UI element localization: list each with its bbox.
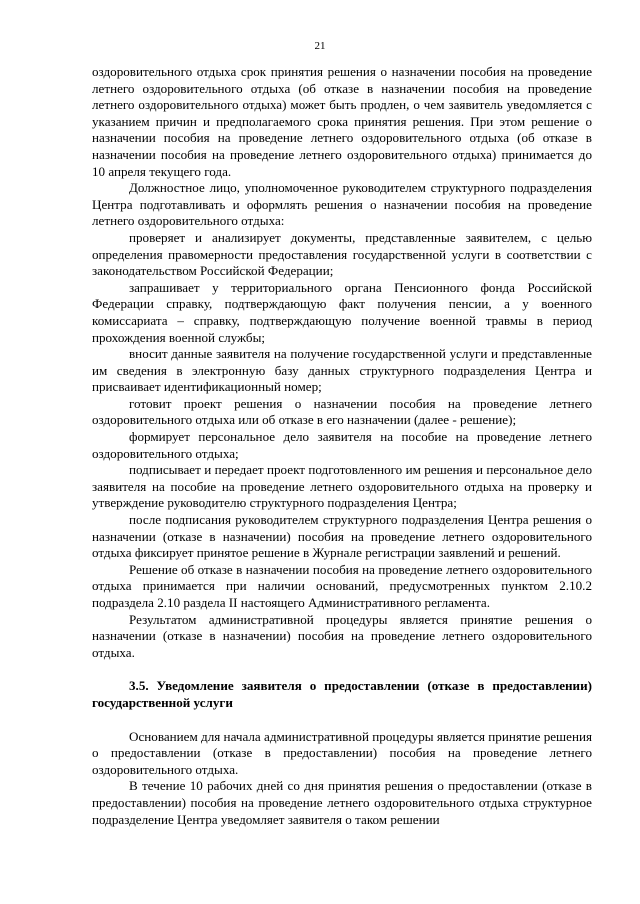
paragraph: Решение об отказе в назначении пособия на проведение летнего оздоровительного отдыха принимается при наличии оснований, предусмотренных пунктом 2.10.2 подраздела 2.10 раздела II настоящего Административного регламента.: [92, 561, 592, 610]
list-item: запрашивает у территориального органа Пенсионного фонда Российской Федерации справку, подтверждающую факт получения пенсии, а у военного комиссариата – справку, подтверждающую получение военной травмы в период прохождения военной службы;: [92, 279, 592, 345]
list-item: проверяет и анализирует документы, представленные заявителем, с целью определения правомерности предоставления государственной услуги в соответствии с законодательством Российской Федерации;: [92, 229, 592, 279]
paragraph: Основанием для начала административной процедуры является принятие решения о предоставлении (отказе в предоставлении) пособия на проведение летнего оздоровительного отдыха.: [92, 728, 592, 777]
paragraph: В течение 10 рабочих дней со дня принятия решения о предоставлении (отказе в предоставлении) пособия на проведение летнего оздоровительного отдыха структурное подразделение Центра уведомляет заявителя о таком решении: [92, 778, 592, 827]
list-item: вносит данные заявителя на получение государственной услуги и представленные им сведения в электронную базу данных структурного подразделения Центра и присваивает идентификационный номер;: [92, 346, 592, 395]
paragraph: Должностное лицо, уполномоченное руководителем структурного подразделения Центра подготавливать и оформлять решения о назначении пособия на проведение летнего оздоровительного отдыха:: [92, 180, 592, 229]
list-item: после подписания руководителем структурного подразделения Центра решения о назначении (отказе в назначении) пособия на проведение летнего оздоровительного отдыха фиксирует принятое решение в Журнале регистрации заявлений и решений.: [92, 512, 592, 561]
document-body: [92, 64, 592, 828]
paragraph-continuation: оздоровительного отдыха срок принятия решения о назначении пособия на проведение летнего оздоровительного отдыха (об отказе в назначении пособия на проведение летнего оздоровительного отдыха) может быть продлен, о чем заявитель уведомляется с указанием причин и предполагаемого срока принятия решения. При этом решение о назначении пособия на проведение летнего оздоровительного отдыха (об отказе в назначении пособия на проведение летнего оздоровительного отдыха) принимается до 10 апреля текущего года.: [92, 64, 592, 179]
section-heading: 3.5. Уведомление заявителя о предоставлении (отказе в предоставлении) государственной услуги: [92, 678, 592, 710]
page-number: 21: [314, 40, 326, 52]
list-item: готовит проект решения о назначении пособия на проведение летнего оздоровительного отдыха или об отказе в его назначении (далее - решение);: [92, 395, 592, 428]
list-item: формирует персональное дело заявителя на пособие на проведение летнего оздоровительного отдыха;: [92, 429, 592, 461]
paragraph: Результатом административной процедуры является принятие решения о назначении (отказе в назначении) пособия на проведение летнего оздоровительного отдыха.: [92, 611, 592, 660]
list-item: подписывает и передает проект подготовленного им решения и персональное дело заявителя на пособие на проведение летнего оздоровительного отдыха на проверку и утверждение руководителю структурного подразделения Центра;: [92, 462, 592, 511]
